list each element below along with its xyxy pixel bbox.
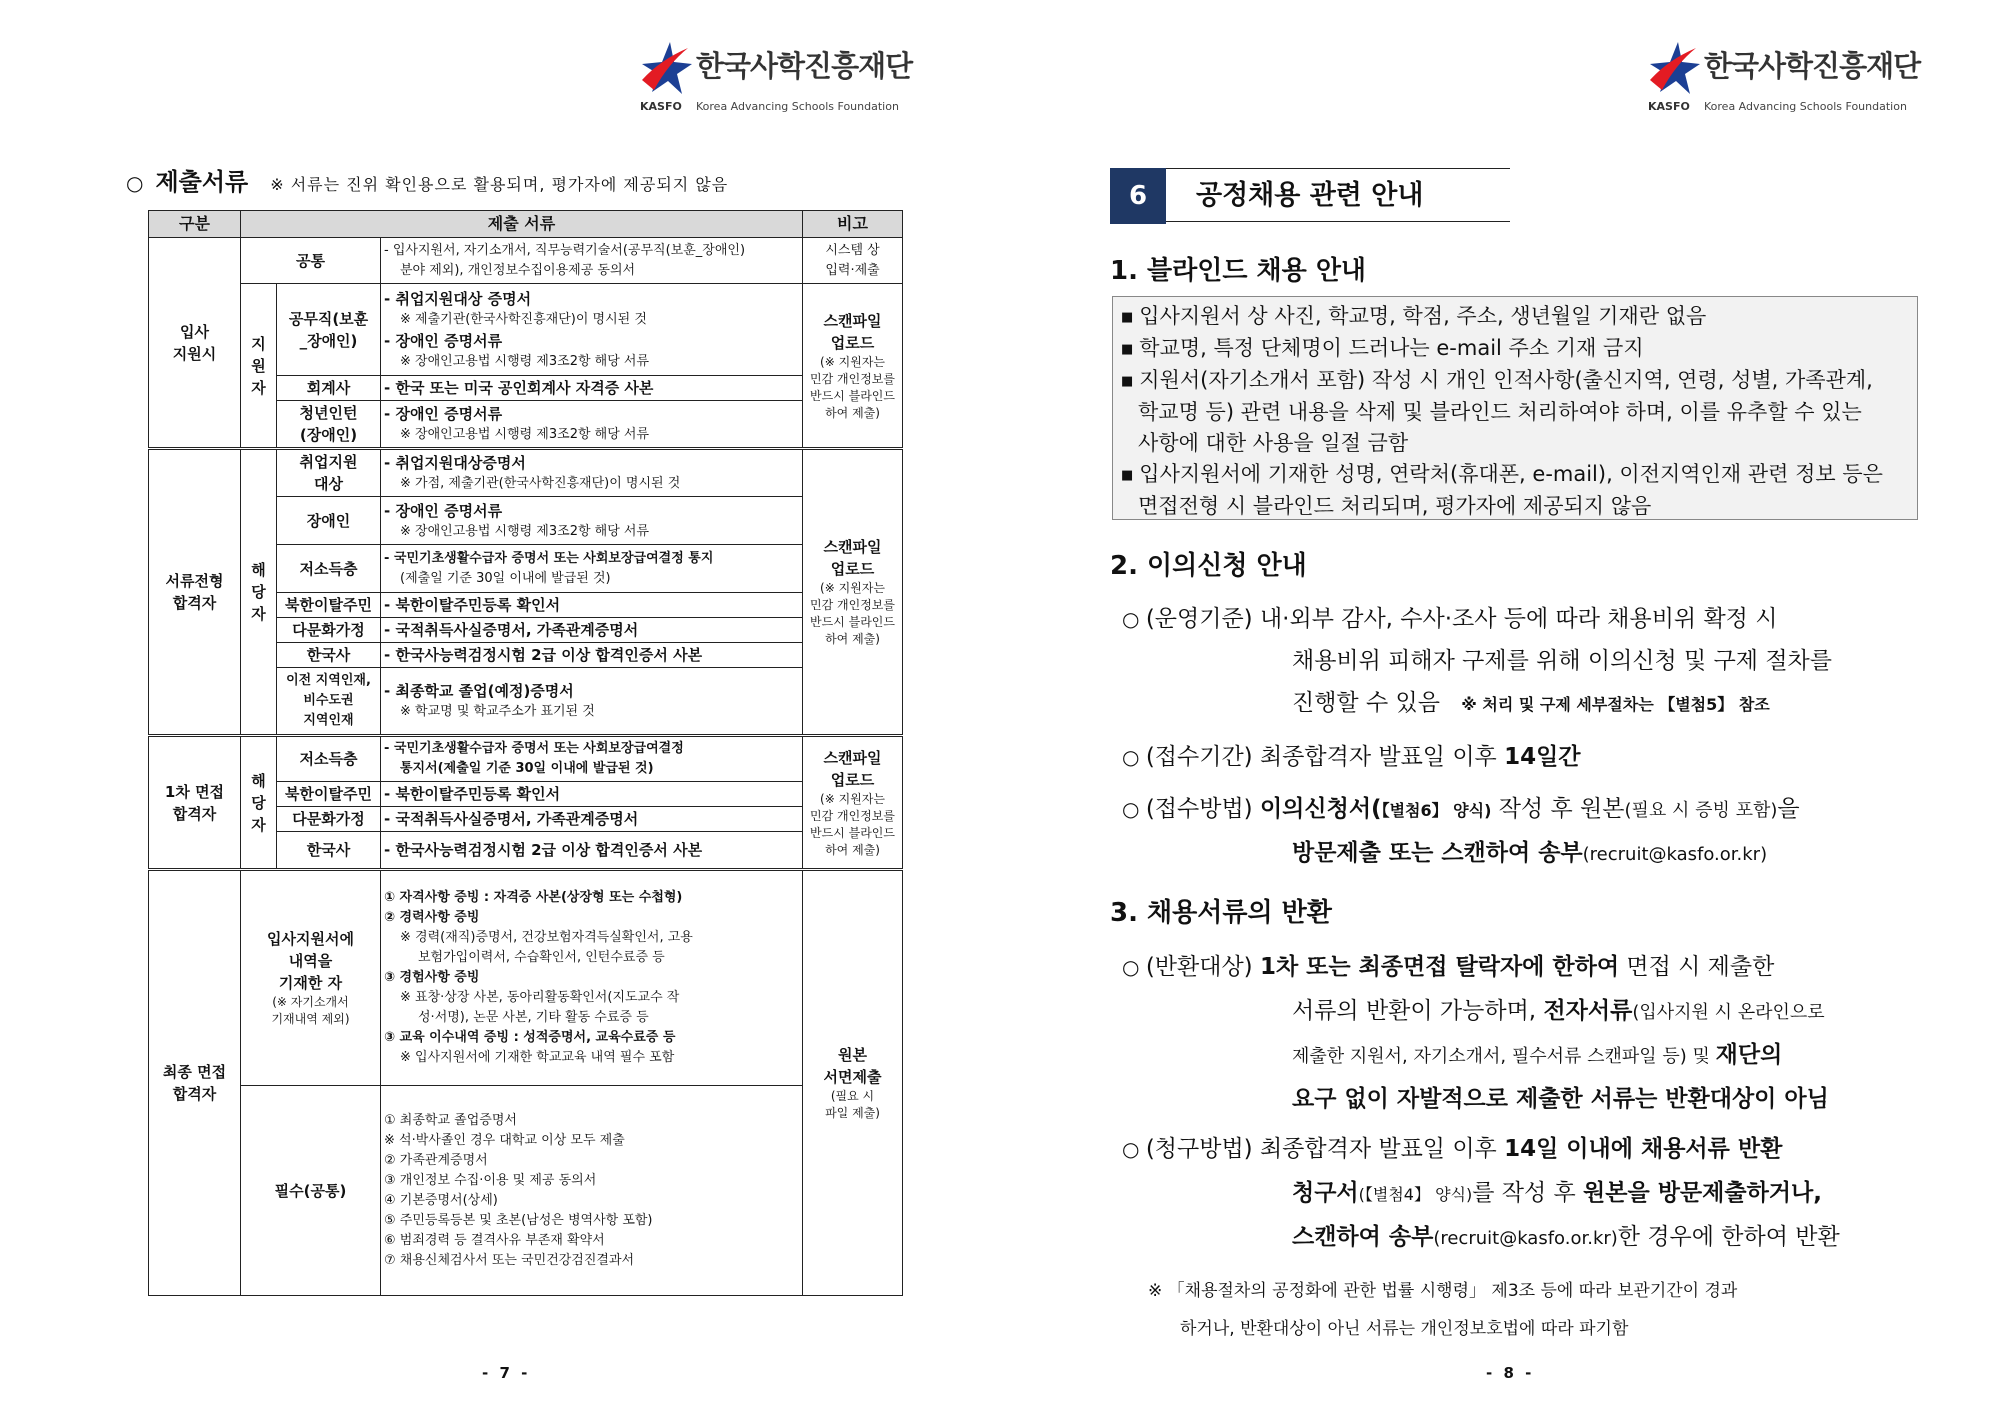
logo-english-name: Korea Advancing Schools Foundation: [1704, 100, 1907, 113]
row-docs: [381, 736, 803, 782]
row-label: 저소득층: [277, 736, 381, 782]
footnote-line-1: ※ 「채용절차의 공정화에 관한 법률 시행령」 제3조 등에 따라 보관기간이 경과: [1148, 1281, 1738, 1301]
header-category: 구분: [149, 211, 241, 238]
doc-line: - 입사지원서, 자기소개서, 직무능력기술서(공무직(보훈_장애인): [384, 242, 746, 258]
heading-blind-hiring: 1. 블라인드 채용 안내: [1110, 256, 1367, 286]
page-number: - 7 -: [482, 1364, 531, 1382]
table-row: [149, 449, 903, 497]
doc-line: 분야 제외), 개인정보수집이용제공 동의서: [400, 262, 636, 278]
row-docs: [381, 284, 803, 376]
row-docs: [381, 545, 803, 593]
note-main: 스캔파일 업로드: [823, 311, 882, 352]
text-bold: 방문제출 또는 스캔하여 송부: [1292, 840, 1583, 866]
operation-criteria-line-2: 채용비위 피해자 구제를 위해 이의신청 및 구제 절차를: [1292, 648, 1832, 674]
row-label: 청년인턴 (장애인): [277, 401, 381, 449]
doc-line: - 취업지원대상 증명서: [384, 289, 532, 308]
notice-text: 학교명 등) 관련 내용을 삭제 및 블라인드 처리하여야 하며, 이를 유추할 수 있는: [1138, 400, 1862, 424]
doc-line: - 취업지원대상증명서: [384, 454, 526, 472]
square-bullet-icon: ■: [1121, 310, 1134, 325]
doc-line: - 국민기초생활수급자 증명서 또는 사회보장급여결정: [384, 741, 684, 756]
row-label: 한국사: [277, 832, 381, 870]
doc-line: (제출일 기준 30일 이내에 발급된 것): [400, 570, 611, 586]
doc-line: ※ 장애인고용법 시행령 제3조2항 해당 서류: [400, 353, 650, 369]
receipt-method-line: ○ (접수방법) 이의신청서(【별첨6】 양식) 작성 후 원본(필요 시 증빙 포함)을: [1122, 796, 1800, 822]
doc-line: ※ 학교명 및 학교주소가 표기된 것: [400, 704, 595, 719]
doc-line: - 한국사능력검정시험 2급 이상 합격인증서 사본: [384, 841, 703, 859]
group-label: 서류전형 합격자: [149, 449, 241, 736]
note-main: 원본 서면제출: [823, 1046, 882, 1086]
text: 작성 후 원본: [1491, 796, 1625, 822]
row-docs: [381, 807, 803, 832]
return-target-line-4: [1292, 1080, 1829, 1113]
doc-line: - 북한이탈주민등록 확인서: [384, 596, 561, 614]
row-note: [803, 449, 903, 736]
row-label: 공통: [241, 238, 381, 284]
notice-line: [1121, 301, 1909, 333]
label: (운영기준): [1145, 606, 1253, 632]
row-label: 회계사: [277, 376, 381, 401]
star-logo-icon: [1648, 40, 1700, 98]
text: 서류의 반환이 가능하며,: [1292, 998, 1544, 1024]
row-label: 공무직(보훈 _장애인): [277, 284, 381, 376]
table-row: [149, 870, 903, 1086]
doc-line: - 한국사능력검정시험 2급 이상 합격인증서 사본: [384, 646, 703, 664]
blind-hiring-notice-box: [1112, 296, 1918, 520]
doc-line: - 국민기초생활수급자 증명서 또는 사회보장급여결정 통지: [384, 550, 714, 566]
text-bold: 이의신청서(: [1259, 796, 1382, 822]
doc-line: ② 가족관계증명서: [384, 1152, 488, 1168]
row-docs: [381, 238, 803, 284]
doc-line: ⑥ 범죄경력 등 결격사유 부존재 확약서: [384, 1232, 605, 1248]
row-label: 다문화가정: [277, 807, 381, 832]
row-label-main: 입사지원서에 내역을 기재한 자: [267, 930, 354, 992]
group-label: 입사 지원시: [149, 238, 241, 449]
doc-line: - 국적취득사실증명서, 가족관계증명서: [384, 621, 639, 639]
text-bold: 1차 또는 최종면접 탈락자에 한하여: [1259, 954, 1620, 980]
doc-line: ③ 개인정보 수집·이용 및 제공 동의서: [384, 1172, 597, 1188]
row-docs: [381, 668, 803, 736]
table-header-row: [149, 211, 903, 238]
row-docs: [381, 449, 803, 497]
note-main: 스캔파일 업로드: [823, 748, 882, 789]
table-row: [149, 736, 903, 782]
text-bold: 전자서류: [1543, 998, 1633, 1024]
row-label: 다문화가정: [277, 618, 381, 643]
notice-line: [1121, 397, 1909, 428]
text: 한 경우에 한하여 반환: [1617, 1224, 1840, 1250]
note-sub: (※ 지원자는 민감 개인정보를 반드시 블라인드 하여 제출): [810, 354, 895, 420]
logo-korean-name: 한국사학진흥재단: [1704, 49, 1921, 83]
text-bold: 14일 이내에 채용서류 반환: [1504, 1136, 1783, 1162]
doc-line: - 장애인 증명서류: [384, 331, 503, 350]
receipt-period-line: ○ (접수기간) 최종합격자 발표일 이후 14일간: [1122, 744, 1581, 770]
return-target-line-3: [1292, 1036, 1782, 1069]
doc-line: 성·서명), 논문 사본, 기타 활동 수료증 등: [418, 1010, 649, 1025]
sub-group-label: 지 원 자: [241, 284, 277, 449]
section-title: 공정채용 관련 안내: [1166, 168, 1510, 222]
row-label: 북한이탈주민: [277, 782, 381, 807]
row-label: 북한이탈주민: [277, 593, 381, 618]
row-docs: [381, 618, 803, 643]
row-docs: [381, 1086, 803, 1296]
reference: (【별첨4】 양식): [1358, 1185, 1473, 1204]
doc-line: - 장애인 증명서류: [384, 405, 503, 423]
label: (청구방법): [1145, 1136, 1253, 1162]
doc-line: ※ 장애인고용법 시행령 제3조2항 해당 서류: [400, 427, 650, 442]
text: 최종합격자 발표일 이후: [1259, 1136, 1505, 1162]
doc-line: 통지서(제출일 기준 30일 이내에 발급된 것): [400, 761, 654, 776]
notice-line: [1121, 365, 1909, 397]
row-note: [803, 736, 903, 870]
section-title: [126, 162, 728, 197]
doc-line: - 최종학교 졸업(예정)증명서: [384, 682, 574, 700]
group-label: 1차 면접 합격자: [149, 736, 241, 870]
row-label: 한국사: [277, 643, 381, 668]
table-row: [149, 238, 903, 284]
row-label: 취업지원 대상: [277, 449, 381, 497]
text: 를 작성 후: [1472, 1180, 1584, 1206]
doc-line: ② 경력사항 증빙: [384, 910, 480, 925]
section-number-box: 6: [1110, 168, 1166, 224]
kasfo-logo: [640, 40, 940, 120]
note-sub: (필요 시 파일 제출): [825, 1089, 880, 1120]
doc-line: ③ 교육 이수내역 증빙 : 성적증명서, 교육수료증 등: [384, 1030, 676, 1045]
claim-method-line-2: [1292, 1174, 1822, 1207]
row-label: 저소득층: [277, 545, 381, 593]
label: (반환대상): [1145, 954, 1253, 980]
doc-line: ※ 가점, 제출기관(한국사학진흥재단)이 명시된 것: [400, 476, 681, 491]
heading-document-return: 3. 채용서류의 반환: [1110, 898, 1332, 928]
text-small: 제출한 지원서, 자기소개서, 필수서류 스캔파일 등) 및: [1292, 1046, 1716, 1067]
row-docs: [381, 832, 803, 870]
row-note: [803, 284, 903, 449]
logo-korean-name: 한국사학진흥재단: [696, 49, 913, 83]
text-bold: 요구 없이 자발적으로 제출한 서류는 반환대상이 아님: [1292, 1086, 1829, 1112]
reference: 【별첨6】 양식): [1381, 801, 1492, 820]
notice-text: 입사지원서에 기재한 성명, 연락처(휴대폰, e-mail), 이전지역인재 관련 정보 등은: [1139, 462, 1883, 486]
row-docs: [381, 497, 803, 545]
doc-line: ⑦ 채용신체검사서 또는 국민건강검진결과서: [384, 1252, 635, 1268]
text-bold: 스캔하여 송부: [1292, 1224, 1434, 1250]
logo-abbr: KASFO: [1648, 100, 1690, 113]
text: 진행할 수 있음: [1292, 690, 1440, 716]
label: (접수기간): [1145, 744, 1253, 770]
operation-criteria-line-3: [1292, 684, 1770, 717]
documents-table: [148, 210, 903, 1296]
notice-text: 입사지원서 상 사진, 학교명, 학점, 주소, 생년월일 기재란 없음: [1139, 304, 1707, 328]
doc-line: ※ 석·박사졸인 경우 대학교 이상 모두 제출: [384, 1132, 625, 1148]
page-8: [1000, 0, 2000, 1415]
row-docs: [381, 376, 803, 401]
row-label: 이전 지역인재, 비수도권 지역인재: [277, 668, 381, 736]
claim-method-line-3: [1292, 1218, 1840, 1251]
square-bullet-icon: ■: [1121, 342, 1134, 357]
doc-line: 보험가입이력서, 수습확인서, 인턴수료증 등: [418, 950, 665, 965]
doc-line: ※ 표창·상장 사본, 동아리활동확인서(지도교수 작: [400, 990, 680, 1005]
return-target-line: ○ (반환대상) 1차 또는 최종면접 탈락자에 한하여 면접 시 제출한: [1122, 954, 1775, 980]
circle-bullet: ○: [126, 171, 144, 195]
notice-line: [1121, 333, 1909, 365]
receipt-method-line-2: [1292, 834, 1767, 867]
logo-english-name: Korea Advancing Schools Foundation: [696, 100, 899, 113]
doc-line: - 국적취득사실증명서, 가족관계증명서: [384, 810, 639, 828]
row-label: 필수(공통): [241, 1086, 381, 1296]
text: 내·외부 감사, 수사·조사 등에 따라 채용비위 확정 시: [1259, 606, 1778, 632]
doc-line: ① 자격사항 증빙 : 자격증 사본(상장형 또는 수첩형): [384, 890, 683, 905]
text-bold: 재단의: [1715, 1042, 1783, 1068]
doc-line: ① 최종학교 졸업증명서: [384, 1112, 517, 1128]
doc-line: ③ 경험사항 증빙: [384, 970, 480, 985]
notice-line: [1121, 428, 1909, 459]
row-docs: [381, 401, 803, 449]
doc-line: ④ 기본증명서(상세): [384, 1192, 498, 1208]
section-note: ※ 서류는 진위 확인용으로 활용되며, 평가자에 제공되지 않음: [270, 175, 729, 194]
operation-criteria-line: ○ (운영기준) 내·외부 감사, 수사·조사 등에 따라 채용비위 확정 시: [1122, 606, 1778, 632]
return-target-line-2: [1292, 992, 1825, 1025]
doc-line: - 한국 또는 미국 공인회계사 자격증 사본: [384, 379, 654, 397]
row-docs: [381, 593, 803, 618]
text: 면접 시 제출한: [1619, 954, 1775, 980]
doc-line: - 북한이탈주민등록 확인서: [384, 785, 561, 803]
doc-line: - 장애인 증명서류: [384, 501, 503, 520]
kasfo-logo: [1648, 40, 1948, 120]
row-label: [241, 870, 381, 1086]
row-docs: [381, 782, 803, 807]
notice-line: [1121, 459, 1909, 491]
heading-objection: 2. 이의신청 안내: [1110, 551, 1307, 581]
row-label: 장애인: [277, 497, 381, 545]
notice-text: 면접전형 시 블라인드 처리되며, 평가자에 제공되지 않음: [1138, 494, 1652, 518]
claim-method-line: ○ (청구방법) 최종합격자 발표일 이후 14일 이내에 채용서류 반환: [1122, 1136, 1783, 1162]
doc-line: ※ 경력(재직)증명서, 건강보험자격득실확인서, 고용: [400, 930, 693, 945]
row-docs: [381, 870, 803, 1086]
note-sub: (※ 지원자는 민감 개인정보를 반드시 블라인드 하여 제출): [810, 581, 895, 646]
star-logo-icon: [640, 40, 692, 98]
row-note: [803, 870, 903, 1296]
note-main: 스캔파일 업로드: [823, 538, 882, 578]
notice-text: 사항에 대한 사용을 일절 금함: [1138, 431, 1409, 455]
notice-line: [1121, 491, 1909, 522]
row-docs: [381, 643, 803, 668]
text-bold: 원본을 방문제출하거나,: [1583, 1180, 1822, 1206]
header-documents: 제출 서류: [241, 211, 803, 238]
row-label-sub: (※ 자기소개서 기재내역 제외): [271, 995, 350, 1026]
text: 최종합격자 발표일 이후: [1259, 744, 1497, 770]
doc-line: ※ 장애인고용법 시행령 제3조2항 해당 서류: [400, 523, 650, 539]
text-small: (필요 시 증빙 포함): [1624, 800, 1778, 821]
text: 을: [1777, 796, 1800, 822]
email-text: (recruit@kasfo.or.kr): [1433, 1228, 1618, 1249]
notice-text: 지원서(자기소개서 포함) 작성 시 개인 인적사항(출신지역, 연령, 성별, 가족관계,: [1139, 368, 1873, 392]
header-remarks: 비고: [803, 211, 903, 238]
table-row: [149, 1086, 903, 1296]
square-bullet-icon: ■: [1121, 374, 1134, 389]
text-bold: 14일간: [1504, 744, 1581, 770]
doc-line: ※ 입사지원서에 기재한 학교교육 내역 필수 포함: [400, 1050, 675, 1065]
doc-line: ※ 제출기관(한국사학진흥재단)이 명시된 것: [400, 311, 647, 327]
note-sub: (※ 지원자는 민감 개인정보를 반드시 블라인드 하여 제출): [810, 791, 895, 857]
square-bullet-icon: ■: [1121, 468, 1134, 483]
reference-note: ※ 처리 및 구제 세부절차는 【별첨5】 참조: [1461, 695, 1770, 714]
sub-group-label: 해 당 자: [241, 449, 277, 736]
text-small: (입사지원 시 온라인으로: [1632, 1002, 1825, 1023]
notice-text: 학교명, 특정 단체명이 드러나는 e-mail 주소 기재 금지: [1139, 336, 1644, 360]
doc-line: ⑤ 주민등록등본 및 초본(남성은 병역사항 포함): [384, 1212, 653, 1228]
footnote-line-2: 하거나, 반환대상이 아닌 서류는 개인정보호법에 따라 파기함: [1180, 1319, 1629, 1339]
group-label: 최종 면접 합격자: [149, 870, 241, 1296]
row-note: 시스템 상 입력·제출: [803, 238, 903, 284]
table-row: [149, 284, 903, 376]
label: (접수방법): [1145, 796, 1253, 822]
text-bold: 청구서: [1292, 1180, 1359, 1206]
email-text: (recruit@kasfo.or.kr): [1582, 844, 1768, 865]
section-title-text: 제출서류: [155, 168, 249, 196]
logo-abbr: KASFO: [640, 100, 682, 113]
page-number: - 8 -: [1486, 1364, 1535, 1382]
sub-group-label: 해 당 자: [241, 736, 277, 870]
